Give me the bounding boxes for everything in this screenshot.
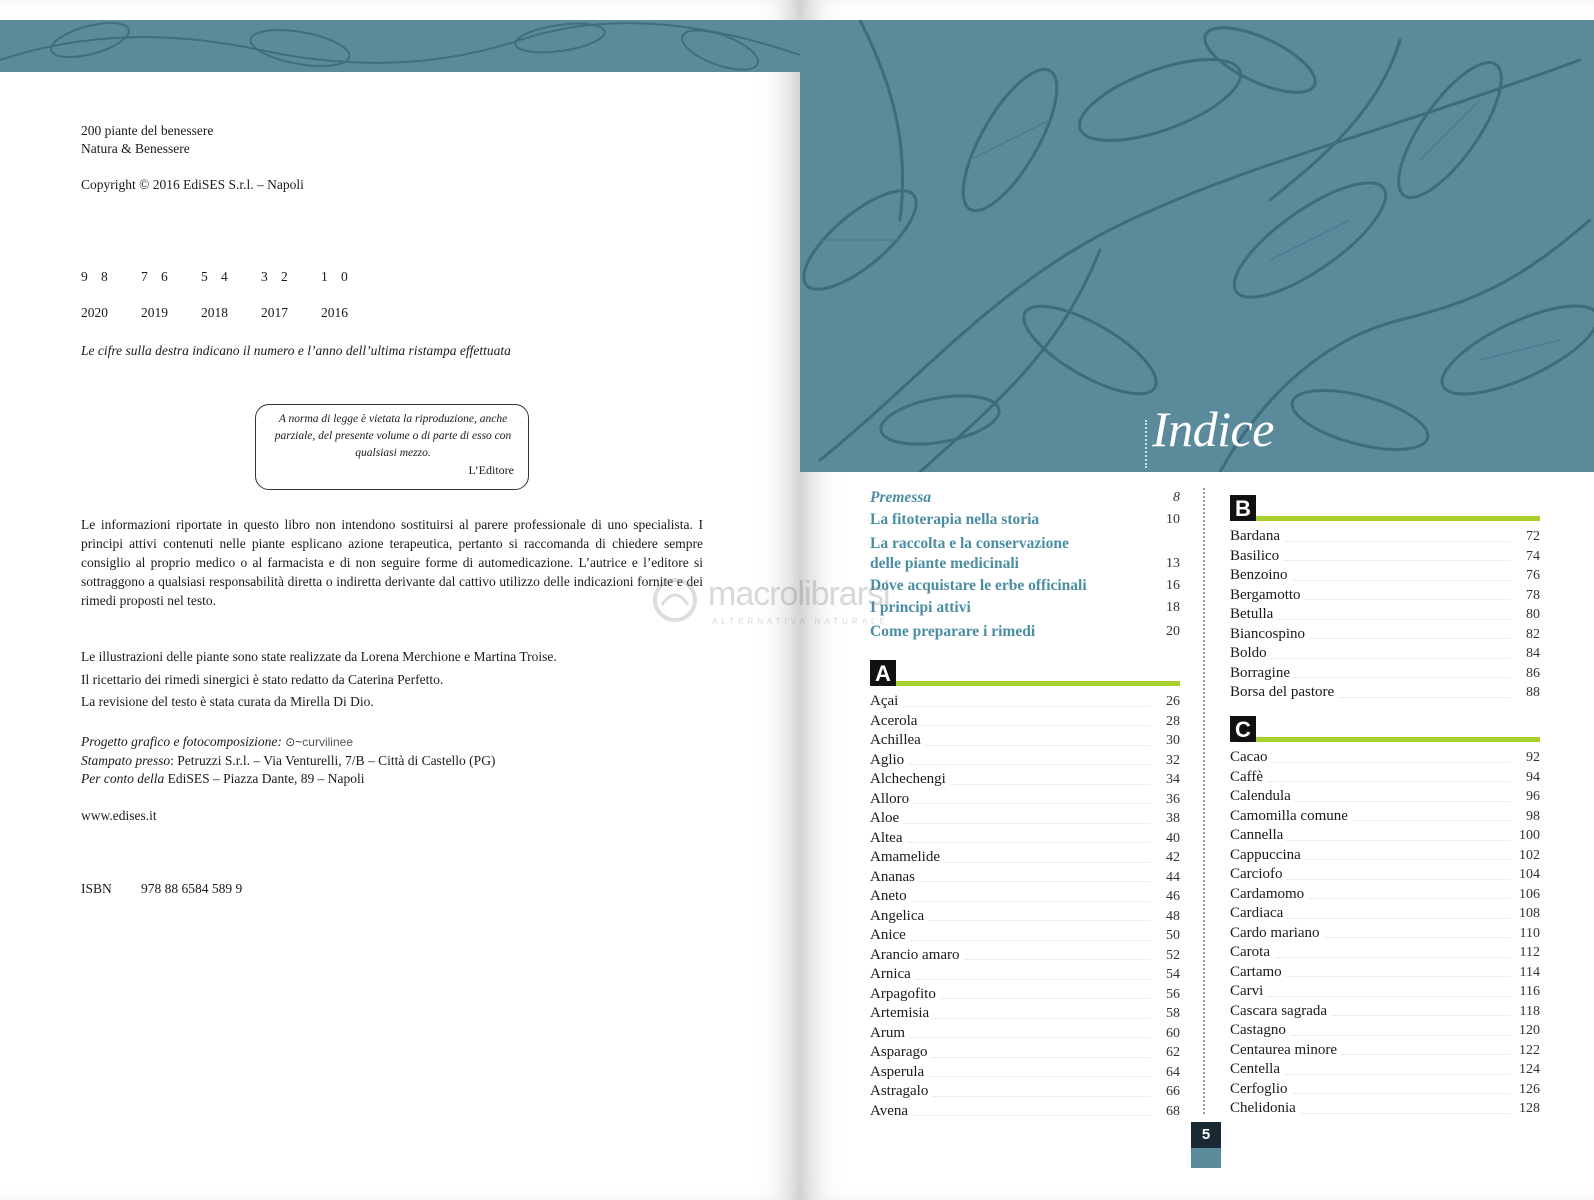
- index-entry[interactable]: [870, 1043, 1180, 1063]
- index-entry-name: Avena: [870, 1103, 912, 1119]
- reprint-number: 8: [101, 269, 108, 284]
- reprint-year: 2017: [261, 305, 288, 320]
- section-entries: [870, 692, 1180, 1121]
- index-entry-page: 66: [1166, 1084, 1180, 1099]
- page-number-tab: [1191, 1148, 1221, 1168]
- index-entry[interactable]: [870, 829, 1180, 849]
- index-entry-name: Amamelide: [870, 849, 944, 865]
- index-entry[interactable]: [1230, 943, 1540, 963]
- dot-leader: [1230, 762, 1510, 763]
- index-entry-name: Altea: [870, 830, 906, 846]
- index-entry-page: 84: [1526, 646, 1540, 661]
- index-entry-name: Cardamomo: [1230, 886, 1308, 902]
- index-entry-page: 80: [1526, 607, 1540, 622]
- dot-leader: [870, 901, 1150, 902]
- index-entry-page: 100: [1519, 828, 1540, 843]
- series-name: Natura & Benessere: [81, 141, 190, 156]
- index-entry-name: Aglio: [870, 752, 908, 768]
- index-entry-name: Angelica: [870, 908, 928, 924]
- index-entry-name: Arnica: [870, 966, 915, 982]
- reprint-number: 5: [201, 269, 208, 284]
- index-entry[interactable]: [1230, 1060, 1540, 1080]
- index-entry-name: Arum: [870, 1025, 909, 1041]
- reprint-years: [81, 304, 381, 322]
- section-header: [1230, 716, 1540, 742]
- index-entry[interactable]: [1230, 1080, 1540, 1100]
- index-entry[interactable]: [1230, 1002, 1540, 1022]
- index-entry-page: 64: [1166, 1064, 1180, 1080]
- index-entry-page: 124: [1519, 1062, 1540, 1077]
- index-entry-page: 102: [1519, 847, 1540, 863]
- index-entry-name: Acerola: [870, 713, 921, 729]
- index-entry[interactable]: [1230, 547, 1540, 567]
- index-entry[interactable]: [1230, 644, 1540, 664]
- index-entry[interactable]: [1230, 826, 1540, 846]
- index-entry-name: Carvi: [1230, 983, 1267, 999]
- index-entry-page: 112: [1519, 945, 1540, 960]
- index-entry-name: Cerfoglio: [1230, 1081, 1292, 1097]
- index-entry-name: Cartamo: [1230, 964, 1286, 980]
- index-entry-name: Cannella: [1230, 827, 1287, 843]
- index-entry-page: 86: [1526, 665, 1540, 681]
- design-label: Progetto grafico e fotocomposizione:: [81, 734, 282, 749]
- index-entry-name: Castagno: [1230, 1022, 1290, 1038]
- book-title: 200 piante del benessere: [81, 123, 214, 138]
- toc-entry[interactable]: [870, 576, 1180, 596]
- index-entry[interactable]: [870, 868, 1180, 888]
- page-number: 5: [1191, 1122, 1221, 1148]
- index-entry-name: Arpagofito: [870, 986, 940, 1002]
- index-entry-page: 38: [1166, 811, 1180, 826]
- index-entry-name: Borsa del pastore: [1230, 684, 1338, 700]
- index-entry-name: Chelidonia: [1230, 1100, 1300, 1116]
- toc-entry[interactable]: [870, 598, 1180, 618]
- index-entry-page: 46: [1166, 889, 1180, 904]
- reprint-numbers: [81, 268, 361, 286]
- index-entry-page: 116: [1519, 984, 1540, 999]
- toc-entry[interactable]: [870, 488, 1180, 508]
- index-entry-page: 114: [1519, 964, 1540, 980]
- index-entry-page: 34: [1166, 772, 1180, 787]
- publisher-credit: [81, 770, 364, 788]
- index-entry[interactable]: [1230, 748, 1540, 768]
- index-entry-name: Cappuccina: [1230, 847, 1305, 863]
- index-entry[interactable]: [1230, 787, 1540, 807]
- index-entry-name: Cascara sagrada: [1230, 1003, 1331, 1019]
- index-entry-page: 110: [1519, 925, 1540, 941]
- watermark-logo-icon: [650, 575, 700, 625]
- design-logo-text: curvilinee: [302, 735, 353, 749]
- section-letter: A: [870, 660, 896, 686]
- index-entry-page: 44: [1166, 869, 1180, 885]
- design-credit: [81, 733, 353, 751]
- index-entry[interactable]: [870, 887, 1180, 907]
- index-entry-page: 122: [1519, 1042, 1540, 1058]
- header-illustration: [800, 20, 1594, 472]
- index-entry-page: 98: [1526, 808, 1540, 824]
- section-header: [870, 660, 1180, 686]
- index-entry-name: Basilico: [1230, 548, 1283, 564]
- index-entry-page: 42: [1166, 850, 1180, 865]
- index-entry-name: Benzoino: [1230, 567, 1292, 583]
- printer-credit: [81, 752, 495, 770]
- index-entry[interactable]: [1230, 1021, 1540, 1041]
- section-entries: [1230, 527, 1540, 703]
- index-entry[interactable]: [870, 907, 1180, 927]
- dot-leader: [870, 842, 1150, 843]
- isbn: [81, 880, 242, 898]
- section-a: [870, 660, 1180, 1121]
- section-rule: [1256, 516, 1540, 521]
- index-entry-name: Boldo: [1230, 645, 1271, 661]
- index-entry-name: Anice: [870, 927, 910, 943]
- index-entry-page: 36: [1166, 791, 1180, 807]
- dot-leader: [1230, 781, 1510, 782]
- dot-leader: [870, 823, 1150, 824]
- index-entry-name: Açai: [870, 693, 902, 709]
- index-entry[interactable]: [1230, 586, 1540, 606]
- index-entry-name: Aneto: [870, 888, 911, 904]
- legal-notice-box: [255, 404, 529, 490]
- index-entry[interactable]: [1230, 527, 1540, 547]
- design-logo: ⊙~curvilinee: [285, 735, 353, 749]
- reprint-number: 7: [141, 269, 148, 284]
- reprint-number: 4: [221, 269, 228, 284]
- index-entry-name: Betulla: [1230, 606, 1277, 622]
- toc-entry-title: Premessa: [870, 489, 932, 506]
- disclaimer-paragraph: Le informazioni riportate in questo libro non intendono sostituirsi al parere professionale di uno specialista. I principi attivi contenuti nelle piante esplicano azione terapeutica, pertanto si raccomanda di chiedere sempre consiglio al proprio medico o al farmacista e di non seguire forme di automedicazione. L’autrice e l’editore si sottraggono a qualsiasi responsabilità diretta o indiretta derivante dal cattivo utilizzo delle indicazioni fornite e dei rimedi proposti nel testo.: [81, 517, 703, 608]
- index-entry[interactable]: [870, 751, 1180, 771]
- index-entry-page: 118: [1519, 1003, 1540, 1019]
- index-entry-page: 40: [1166, 830, 1180, 846]
- dot-leader: [1230, 658, 1510, 659]
- index-entry-page: 106: [1519, 886, 1540, 902]
- reprint-number: 0: [341, 269, 348, 284]
- section-c: [1230, 716, 1540, 1119]
- section-entries: [1230, 748, 1540, 1119]
- reprint-number: 1: [321, 269, 328, 284]
- index-entry-page: 78: [1526, 587, 1540, 603]
- watermark-text: macrolibrarsi: [708, 575, 890, 613]
- index-entry-name: Centaurea minore: [1230, 1042, 1341, 1058]
- index-entry-name: Cacao: [1230, 749, 1271, 765]
- index-entry-name: Alloro: [870, 791, 913, 807]
- index-entry[interactable]: [870, 985, 1180, 1005]
- toc-entry-page: 8: [1173, 490, 1180, 505]
- index-entry-name: Calendula: [1230, 788, 1295, 804]
- isbn-value: 978 88 6584 589 9: [141, 881, 243, 896]
- title-divider: [1145, 420, 1149, 468]
- index-entry[interactable]: [1230, 963, 1540, 983]
- toc-entry-page: 10: [1166, 512, 1180, 527]
- index-entry-page: 32: [1166, 752, 1180, 768]
- index-entry-page: 76: [1526, 568, 1540, 583]
- index-entry-page: 68: [1166, 1103, 1180, 1119]
- reprint-year: 2020: [81, 305, 108, 320]
- index-entry-name: Borragine: [1230, 665, 1294, 681]
- index-entry[interactable]: [870, 926, 1180, 946]
- index-entry[interactable]: [1230, 1099, 1540, 1119]
- toc-entry-page: 20: [1166, 624, 1180, 639]
- index-entry[interactable]: [1230, 683, 1540, 703]
- legal-notice-text: A norma di legge è vietata la riproduzione, anche parziale, del presente volume o di parte di esso con qualsiasi mezzo.: [274, 413, 512, 459]
- legal-notice-signature: L’Editore: [468, 463, 514, 477]
- index-entry-page: 52: [1166, 947, 1180, 963]
- dot-leader: [1230, 996, 1510, 997]
- dot-leader: [870, 1037, 1150, 1038]
- index-entry[interactable]: [1230, 982, 1540, 1002]
- index-entry[interactable]: [1230, 605, 1540, 625]
- section-rule: [896, 681, 1180, 686]
- watermark: [650, 575, 900, 635]
- index-entry[interactable]: [1230, 768, 1540, 788]
- index-entry[interactable]: [870, 1004, 1180, 1024]
- toc-entry[interactable]: [870, 622, 1180, 642]
- header-band: [0, 20, 800, 72]
- reprint-note: Le cifre sulla destra indicano il numero e l’anno dell’ultima ristampa effettuata: [81, 343, 511, 358]
- print-label: Stampato presso: [81, 753, 171, 768]
- index-entry-page: 104: [1519, 867, 1540, 882]
- index-entry-page: 56: [1166, 986, 1180, 1002]
- leaf-illustration-icon: [0, 20, 800, 72]
- section-letter: B: [1230, 495, 1256, 521]
- index-entry[interactable]: [1230, 885, 1540, 905]
- index-entry-page: 88: [1526, 685, 1540, 700]
- section-letter: C: [1230, 716, 1256, 742]
- index-entry-name: Biancospino: [1230, 626, 1309, 642]
- toc-entry-page: 18: [1166, 600, 1180, 615]
- index-entry[interactable]: [870, 1102, 1180, 1122]
- index-entry[interactable]: [870, 946, 1180, 966]
- toc-entry-title: Dove acquistare le erbe officinali: [870, 577, 1087, 594]
- dot-leader: [870, 940, 1150, 941]
- behalf-label: Per conto della: [81, 771, 165, 786]
- dot-leader: [870, 706, 1150, 707]
- index-entry-name: Alchechengi: [870, 771, 950, 787]
- index-entry-page: 50: [1166, 928, 1180, 943]
- index-entry-name: Camomilla comune: [1230, 808, 1352, 824]
- column-divider: [1203, 488, 1205, 1114]
- index-entry[interactable]: [1230, 924, 1540, 944]
- reprint-year: 2018: [201, 305, 228, 320]
- index-entry-page: 94: [1526, 769, 1540, 785]
- index-entry-name: Ananas: [870, 869, 919, 885]
- toc-entry[interactable]: [870, 534, 1180, 574]
- index-entry[interactable]: [870, 770, 1180, 790]
- credit-recipes: Il ricettario dei rimedi sinergici è stato redatto da Caterina Perfetto.: [81, 672, 444, 687]
- index-entry-name: Cardiaca: [1230, 905, 1287, 921]
- reprint-number: 9: [81, 269, 88, 284]
- index-entry-page: 96: [1526, 789, 1540, 804]
- toc-entry-title: I principi attivi: [870, 599, 971, 616]
- toc-entry-page: 16: [1166, 578, 1180, 593]
- index-entry[interactable]: [870, 1063, 1180, 1083]
- index-entry-name: Astragalo: [870, 1083, 932, 1099]
- index-entry-page: 48: [1166, 908, 1180, 924]
- toc-entry-title: La raccolta e la conservazione: [870, 535, 1069, 552]
- section-header: [1230, 495, 1540, 521]
- index-entry-page: 28: [1166, 713, 1180, 729]
- toc-entry-title: Come preparare i rimedi: [870, 623, 1036, 640]
- index-entry-name: Aloe: [870, 810, 903, 826]
- dot-leader: [870, 764, 1150, 765]
- toc-entry[interactable]: [870, 510, 1180, 530]
- index-entry-page: 26: [1166, 694, 1180, 709]
- reprint-number: 3: [261, 269, 268, 284]
- index-entry[interactable]: [870, 731, 1180, 751]
- index-entry[interactable]: [1230, 807, 1540, 827]
- toc-entry-title: La fitoterapia nella storia: [870, 511, 1040, 528]
- index-entry-page: 62: [1166, 1045, 1180, 1060]
- index-entry-name: Asperula: [870, 1064, 928, 1080]
- toc-entry-title-line2: delle piante medicinali: [870, 555, 1019, 572]
- index-entry[interactable]: [1230, 865, 1540, 885]
- watermark-subtext: ALTERNATIVA NATURALE: [712, 617, 889, 626]
- reprint-number: 2: [281, 269, 288, 284]
- reprint-year: 2016: [321, 305, 348, 320]
- index-entry[interactable]: [1230, 1041, 1540, 1061]
- index-entry[interactable]: [870, 692, 1180, 712]
- index-entry-name: Arancio amaro: [870, 947, 964, 963]
- section-rule: [1256, 737, 1540, 742]
- credit-revision: La revisione del testo è stata curata da Mirella Di Dio.: [81, 694, 374, 709]
- index-entry-page: 60: [1166, 1025, 1180, 1041]
- index-entry-page: 72: [1526, 529, 1540, 544]
- index-entry-name: Cardo mariano: [1230, 925, 1324, 941]
- index-entry-page: 58: [1166, 1006, 1180, 1021]
- index-entry[interactable]: [1230, 664, 1540, 684]
- reprint-number: 6: [161, 269, 168, 284]
- index-entry-page: 74: [1526, 548, 1540, 564]
- index-entry-name: Artemisia: [870, 1005, 933, 1021]
- index-entry-page: 126: [1519, 1081, 1540, 1097]
- toc-entry-page: 13: [1166, 556, 1180, 571]
- credit-illustrations: Le illustrazioni delle piante sono state realizzate da Lorena Merchione e Martina Troise.: [81, 649, 557, 664]
- website-link[interactable]: www.edises.it: [81, 808, 157, 823]
- index-entry[interactable]: [870, 848, 1180, 868]
- index-entry-page: 108: [1519, 906, 1540, 921]
- section-b: [1230, 495, 1540, 703]
- index-entry-name: Bergamotto: [1230, 587, 1305, 603]
- index-entry-page: 128: [1519, 1101, 1540, 1116]
- copyright: Copyright © 2016 EdiSES S.r.l. – Napoli: [81, 177, 304, 192]
- index-entry-name: Bardana: [1230, 528, 1284, 544]
- index-entry-page: 120: [1519, 1023, 1540, 1038]
- index-entry-page: 30: [1166, 733, 1180, 748]
- index-entry-name: Centella: [1230, 1061, 1284, 1077]
- index-entry[interactable]: [870, 1082, 1180, 1102]
- toc-main-entries: [870, 488, 1180, 642]
- index-entry[interactable]: [870, 965, 1180, 985]
- index-entry[interactable]: [870, 809, 1180, 829]
- index-entry[interactable]: [1230, 904, 1540, 924]
- index-entry[interactable]: [1230, 566, 1540, 586]
- index-entry[interactable]: [870, 1024, 1180, 1044]
- index-entry-name: Achillea: [870, 732, 925, 748]
- dot-leader: [870, 1115, 1150, 1116]
- index-entry-page: 54: [1166, 967, 1180, 982]
- print-value: : Petruzzi S.r.l. – Via Venturelli, 7/B – Città di Castello (PG): [170, 753, 496, 768]
- index-entry[interactable]: [870, 790, 1180, 810]
- index-entry-page: 82: [1526, 626, 1540, 642]
- index-entry[interactable]: [870, 712, 1180, 732]
- reprint-year: 2019: [141, 305, 168, 320]
- index-entry[interactable]: [1230, 625, 1540, 645]
- index-entry-name: Carota: [1230, 944, 1274, 960]
- isbn-label: ISBN: [81, 881, 112, 896]
- index-title: Indice: [1152, 401, 1274, 457]
- behalf-value: EdiSES – Piazza Dante, 89 – Napoli: [164, 771, 365, 786]
- index-entry-page: 92: [1526, 750, 1540, 765]
- index-entry-name: Asparago: [870, 1044, 931, 1060]
- index-entry-name: Carciofo: [1230, 866, 1286, 882]
- index-entry[interactable]: [1230, 846, 1540, 866]
- index-entry-name: Caffè: [1230, 769, 1267, 785]
